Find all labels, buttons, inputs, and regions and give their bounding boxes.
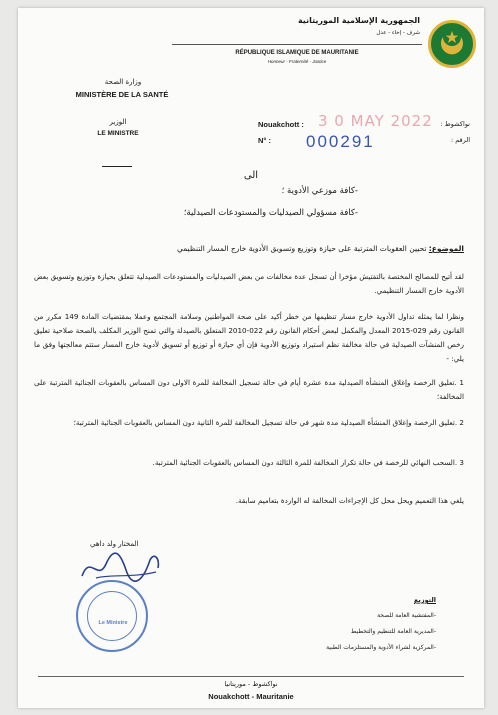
footer-divider xyxy=(38,676,464,677)
distribution-title: التوزيع xyxy=(413,596,436,604)
footer-city-ar: نواكشوط - موريتانيا xyxy=(224,680,278,688)
minister-title-ar: الوزير xyxy=(109,118,127,126)
sanction-item-2: 2 .تعليق الرخصة وإغلاق المنشأة الصيدلية مدة شهر في حالة تسجيل المخالفة للمرة الثانية دون المساس بالعقوبات الجنائية المترتبة؛ xyxy=(73,418,464,427)
minister-title-fr: LE MINISTRE xyxy=(97,130,139,137)
number-label-fr: N° : xyxy=(258,136,271,145)
distribution-item: -المركزية لشراء الأدوية والمستلزمات الطبية xyxy=(326,644,436,651)
paragraph-2: ونظرا لما يمثله تداول الأدوية خارج مسار تنظيمها من خطر أكيد على صحة المواطنين وسلامة المجتمع وعملا بمقتضيات المادة 149 مكرر من القانون رقم 029-2015 المعدل والمكمل لبعض أحكام القانون رقم 022-2010 المتعلق بالصيدلة والتي تمنح الوزير المكلف بالصحة صلاحية تعليق رخص المنشآت الصيدلية في حالة مخالفة نظم استيراد وتوزيع الأدوية فإن أي حيازة أو توزيع أو تسويق لأدوية خارج المسار ستتم معالجتها وفق ما يلي: - xyxy=(34,312,465,363)
letter-page xyxy=(18,8,484,708)
official-stamp-text: Le Ministre xyxy=(98,620,128,626)
footer-city-fr: Nouakchott - Mauritanie xyxy=(208,692,294,701)
reference-number: 000291 xyxy=(306,132,375,151)
national-seal-icon xyxy=(428,20,476,68)
addressee-2: -كافة مسؤولي الصيدليات والمستودعات الصيدلية؛ xyxy=(183,208,358,218)
number-label-ar: الرقم : xyxy=(450,136,470,144)
title-separator xyxy=(102,166,132,167)
ministry-name-fr: MINISTÈRE DE LA SANTÉ xyxy=(75,90,169,99)
motto-fr: Honneur - Fraternité - Justice xyxy=(267,59,327,64)
addressee-1: -كافة موزعي الأدوية ؛ xyxy=(281,186,358,196)
closing-statement: يلغي هذا التعميم ويحل محل كل الإجراءات المخالفة له الواردة بتعاميم سابقة. xyxy=(235,496,464,505)
official-stamp xyxy=(76,580,148,652)
recipient-heading: الى xyxy=(243,170,259,181)
subject-text: تحيين العقوبات المترتبة على حيازة وتوزيع وتسويق الأدوية خارج المسار التنظيمي xyxy=(176,244,427,253)
date-stamp: 3 0 MAY 2022 xyxy=(318,112,433,130)
place-label-fr: Nouakchott : xyxy=(258,120,304,129)
paragraph-1: لقد أتيح للمصالح المختصة بالتفتيش مؤخرا أن تسجل عدة مخالفات من بعض الصيدليات والمستودعات الصيدلية تتعلق بحيازة وتوزيع وتسويق بعض الأدوية خارج المسار التنظيمي. xyxy=(34,272,464,295)
header-divider xyxy=(172,44,422,45)
motto-ar: شرف - إخاء - عدل xyxy=(376,30,420,36)
ministry-name-ar: وزارة الصحة xyxy=(104,78,142,86)
place-label-ar: نواكشوط : xyxy=(440,120,470,128)
republic-name-ar: الجمهورية الإسلامية الموريتانية xyxy=(297,16,420,25)
signatory-name: المختار ولد داهي xyxy=(90,540,139,548)
subject-label: الموضوع: xyxy=(428,244,464,253)
subject-line xyxy=(34,244,464,253)
sanction-item-3: 3 .السحب النهائي للرخصة في حالة تكرار المخالفة للمرة الثالثة دون المساس بالعقوبات الجنائية المترتبة. xyxy=(152,458,464,467)
distribution-item: -المديرية العامة للتنظيم والتخطيط xyxy=(350,628,436,635)
republic-name-fr: RÉPUBLIQUE ISLAMIQUE DE MAURITANIE xyxy=(235,50,359,56)
distribution-item: -المفتشية العامة للصحة xyxy=(377,612,436,619)
sanction-item-1: 1 .تعليق الرخصة وإغلاق المنشأة الصيدلية مدة عشرة أيام في حالة تسجيل المخالفة للمرة الاولى دون المساس بالعقوبات الجنائية المترتبة على المخالفة؛ xyxy=(34,378,464,401)
official-stamp-inner-ring xyxy=(87,591,137,641)
